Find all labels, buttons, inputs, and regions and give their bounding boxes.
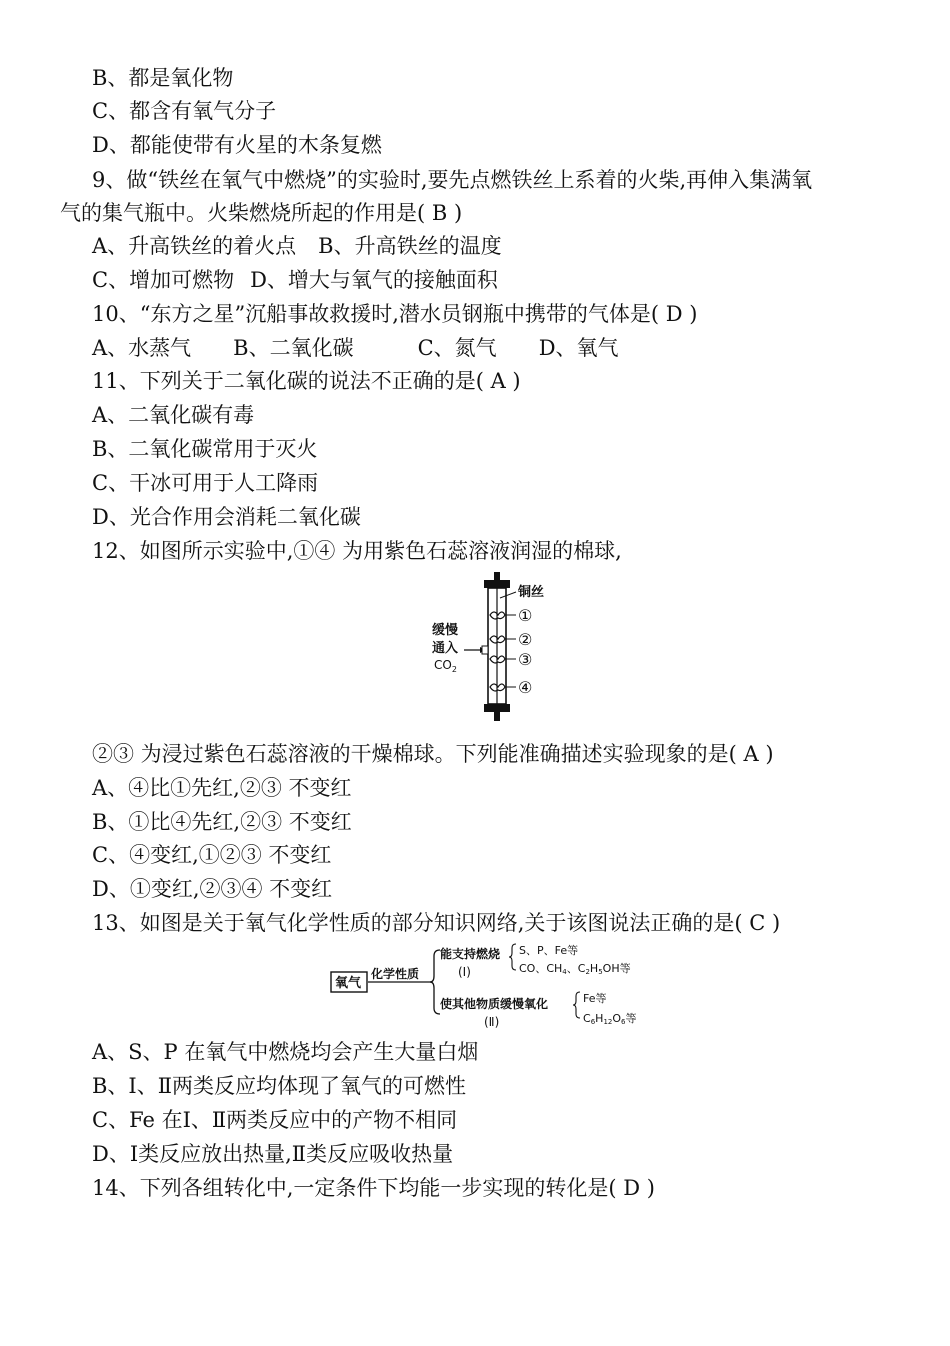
q10-option-c: C、氮气 [417,336,497,360]
q13-option-c: C、Fe 在Ⅰ、Ⅱ两类反应中的产物不相同 [92,1108,458,1132]
marker-2: ② [518,630,533,649]
root-label: 氧气 [335,976,362,991]
inlet-port [482,646,488,654]
q12-option-c: C、④变红,①②③ 不变红 [92,843,332,867]
top-sub-brace [509,944,516,970]
q8-option-b: B、都是氧化物 [92,66,234,90]
q10-stem: 10、“东方之星”沉船事故救援时,潜水员钢瓶中携带的气体是( D ) [92,302,698,326]
q12-apparatus-figure [420,570,570,728]
q11-option-a: A、二氧化碳有毒 [92,403,255,427]
q12-option-b: B、①比④先红,②③ 不变红 [92,810,352,834]
q9-options-row1 [92,232,502,260]
q10-option-b: B、二氧化碳 [233,336,354,360]
marker-4: ④ [518,678,533,697]
q9-option-b: B、升高铁丝的温度 [318,234,502,258]
label-inlet-co2: $CO_2$ [434,658,457,674]
q9-option-c: C、增加可燃物 [92,268,235,292]
q8-option-d: D、都能使带有火星的木条复燃 [92,133,382,157]
marker-3: ③ [518,650,533,669]
q12-option-d: D、①变红,②③④ 不变红 [92,877,333,901]
q9-options-row2 [92,266,498,294]
marker-1: ① [518,606,533,625]
top-branch-label: 能支持燃烧 [440,947,501,961]
q13-stem: 13、如图是关于氧气化学性质的部分知识网络,关于该图说法正确的是( C ) [92,911,781,935]
q9-option-a: A、升高铁丝的着火点 [92,234,297,258]
label-copper-wire: 铜丝 [518,585,545,600]
q12-stem-line2: ②③ 为浸过紫色石蕊溶液的干燥棉球。下列能准确描述实验现象的是( A ) [92,742,774,766]
main-brace [430,950,440,1014]
q9-option-d: D、增大与氧气的接触面积 [250,268,498,292]
tube-bottom-stem [494,712,500,721]
q11-option-b: B、二氧化碳常用于灭火 [92,437,318,461]
q13-option-d: D、Ⅰ类反应放出热量,Ⅱ类反应吸收热量 [92,1142,454,1166]
tube-top-stem [494,572,500,581]
top-branch-number: (Ⅰ) [458,965,471,979]
q13-knowledge-network-figure [328,940,658,1032]
bottom-example-2: C6H12O6等 [583,1012,637,1026]
q13-option-b: B、Ⅰ、Ⅱ两类反应均体现了氧气的可燃性 [92,1074,466,1098]
top-example-2: CO、CH4、C2H5OH等 [519,962,631,976]
top-example-1: S、P、Fe等 [519,944,579,957]
q14-stem: 14、下列各组转化中,一定条件下均能一步实现的转化是( D ) [92,1176,655,1200]
q8-option-c: C、都含有氧气分子 [92,99,277,123]
tube-bottom-cap [484,704,510,712]
label-inlet-line2: 通入 [432,641,459,656]
q11-stem: 11、下列关于二氧化碳的说法不正确的是( A ) [92,369,521,393]
q10-option-d: D、氧气 [538,336,619,360]
tube-top-cap [484,580,510,588]
q10-options-row [92,334,619,362]
branch-label: 化学性质 [371,967,420,981]
q11-option-c: C、干冰可用于人工降雨 [92,471,319,495]
label-inlet-line1: 缓慢 [432,623,459,638]
q10-option-a: A、水蒸气 [92,336,192,360]
q12-option-a: A、④比①先红,②③ 不变红 [92,776,352,800]
bottom-example-1: Fe等 [583,992,607,1005]
q13-option-a: A、S、P 在氧气中燃烧均会产生大量白烟 [92,1040,479,1064]
bottom-branch-label: 使其他物质缓慢氧化 [440,997,549,1011]
q9-stem-line1: 9、做“铁丝在氧气中燃烧”的实验时,要先点燃铁丝上系着的火柴,再伸入集满氧 [92,168,813,192]
bottom-sub-brace [573,992,580,1018]
q11-option-d: D、光合作用会消耗二氧化碳 [92,505,361,529]
bottom-branch-number: (Ⅱ) [484,1015,500,1029]
q9-stem-line2: 气的集气瓶中。火柴燃烧所起的作用是( B ) [60,201,463,225]
q12-stem-line1: 12、如图所示实验中,①④ 为用紫色石蕊溶液润湿的棉球, [92,539,622,563]
